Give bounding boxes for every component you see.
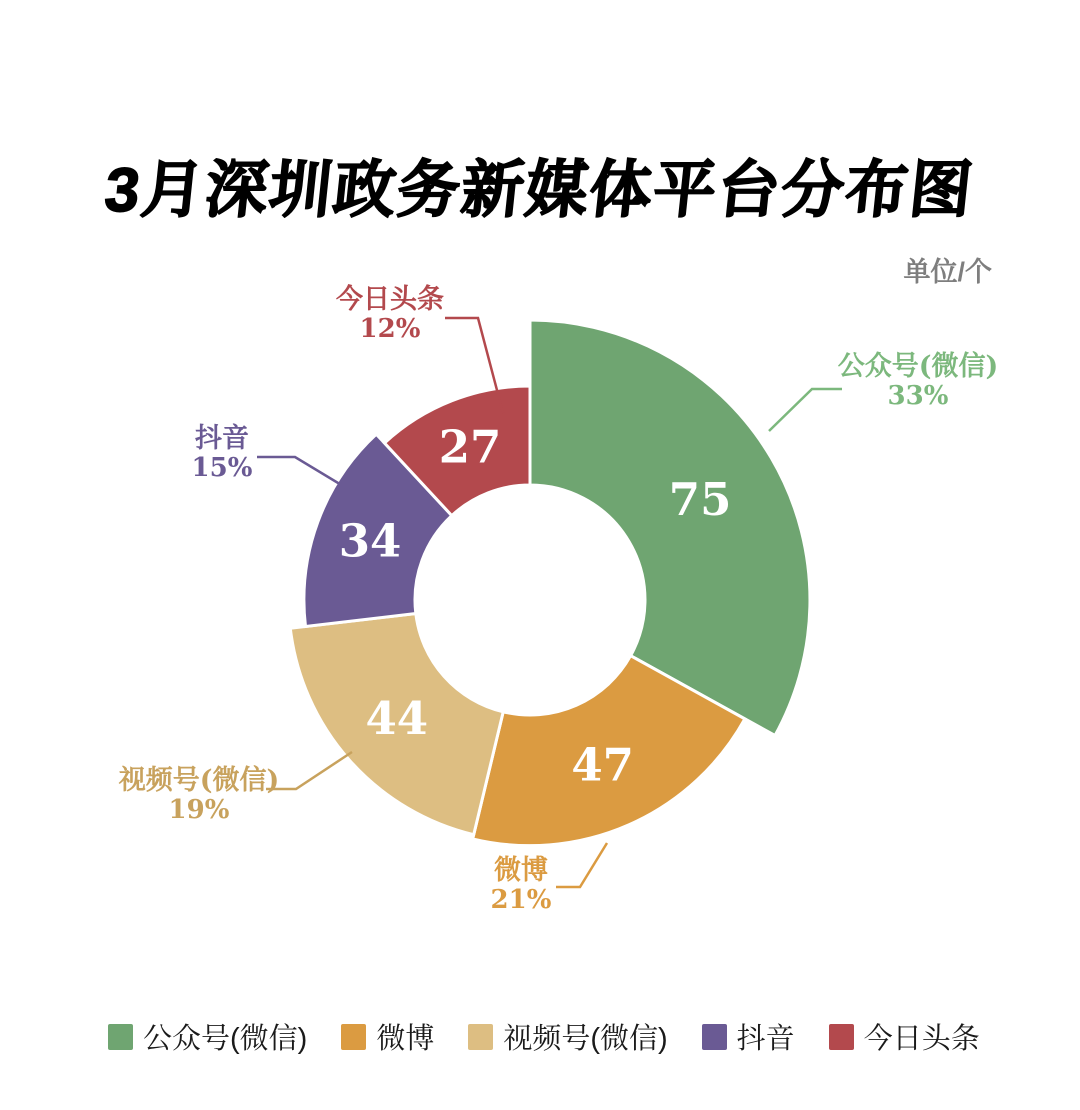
legend-item-toutiao[interactable] [829, 1016, 980, 1057]
legend-label: 抖音 [736, 1023, 795, 1055]
callout-name: 视频号(微信) [118, 765, 280, 796]
callout-gongzhonghao [838, 352, 999, 410]
legend-swatch-icon [468, 1024, 493, 1050]
label-leader-line [556, 843, 607, 887]
slice-value-label: 47 [571, 738, 635, 792]
callout-toutiao [336, 285, 444, 343]
callout-shipinhao [119, 766, 280, 824]
callout-douyin [192, 424, 253, 482]
legend-label: 公众号(微信) [143, 1023, 308, 1055]
legend-item-gongzhonghao[interactable] [108, 1016, 307, 1057]
legend-item-weibo[interactable] [341, 1016, 434, 1057]
legend-label: 今日头条 [863, 1023, 980, 1055]
callout-name: 抖音 [194, 423, 249, 454]
legend-item-shipinhao[interactable] [468, 1016, 667, 1057]
slice-value-label: 34 [338, 514, 402, 568]
callout-percent: 15% [191, 453, 253, 483]
callout-name: 今日头条 [336, 284, 444, 315]
chart-title: 3月深圳政务新媒体平台分布图 [101, 156, 978, 225]
legend-swatch-icon [829, 1024, 854, 1050]
legend-item-douyin[interactable] [702, 1016, 795, 1057]
legend-swatch-icon [108, 1024, 133, 1050]
legend [108, 1016, 980, 1057]
slice-value-label: 27 [438, 420, 502, 474]
legend-label: 视频号(微信) [503, 1023, 668, 1055]
label-leader-line [769, 389, 842, 431]
callout-name: 微博 [493, 855, 548, 886]
callout-percent: 19% [168, 795, 230, 825]
unit-label: 单位/个 [903, 257, 992, 287]
pie-slice-0[interactable] [530, 320, 810, 736]
callout-name: 公众号(微信) [837, 351, 999, 382]
legend-swatch-icon [702, 1024, 727, 1050]
callout-percent: 33% [887, 381, 949, 411]
callout-weibo [491, 856, 552, 914]
legend-label: 微博 [376, 1023, 435, 1055]
slice-value-label: 44 [365, 691, 429, 745]
legend-swatch-icon [341, 1024, 366, 1050]
callout-percent: 21% [490, 885, 552, 915]
callout-percent: 12% [359, 314, 421, 344]
slice-value-label: 75 [668, 473, 732, 527]
